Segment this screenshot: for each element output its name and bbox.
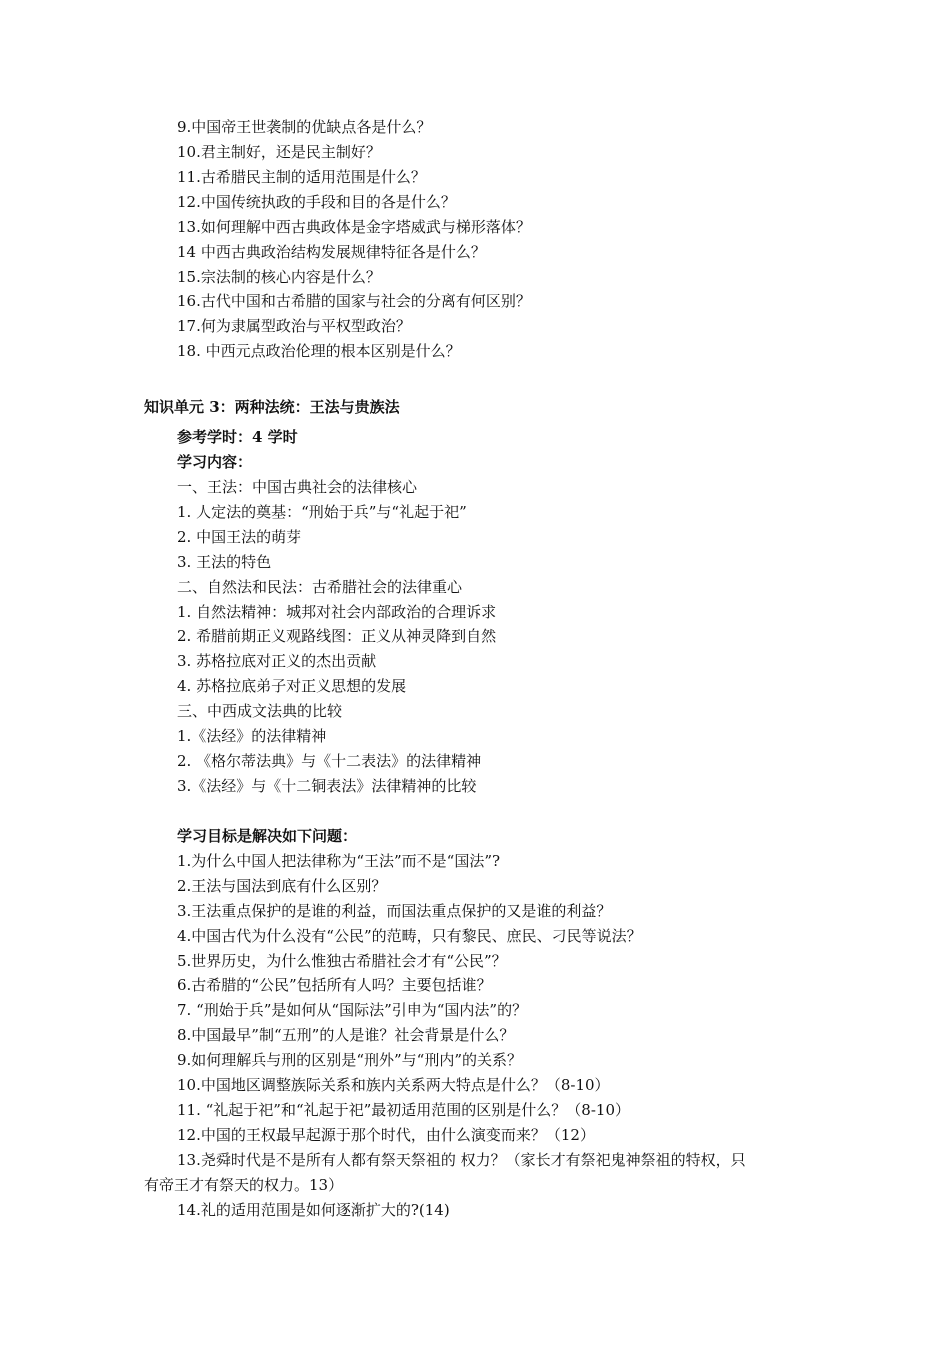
goal-item: 1.为什么中国人把法律称为“王法”而不是“国法”? [177, 852, 501, 870]
content-item: 2. 希腊前期正义观路线图：正义从神灵降到自然 [177, 627, 497, 645]
question-item: 16.古代中国和古希腊的国家与社会的分离有何区别？ [177, 292, 531, 310]
goal-item: 8.中国最早”制“五刑”的人是谁？社会背景是什么？ [177, 1026, 515, 1044]
goal-item: 7. “刑始于兵”是如何从“国际法”引申为“国内法”的？ [177, 1001, 528, 1019]
question-item: 9.中国帝王世袭制的优缺点各是什么？ [177, 118, 432, 136]
question-item: 17.何为隶属型政治与平权型政治？ [177, 317, 411, 335]
question-item: 15.宗法制的核心内容是什么？ [177, 268, 381, 286]
goal-item: 2.王法与国法到底有什么区别？ [177, 877, 387, 895]
content-item: 1. 人定法的奠基：“刑始于兵”与“礼起于祀” [177, 503, 467, 521]
goal-item: 10.中国地区调整族际关系和族内关系两大特点是什么？（8-10） [177, 1076, 610, 1094]
goal-item-continuation: 有帝王才有祭天的权力。13） [144, 1176, 344, 1194]
question-item: 12.中国传统执政的手段和目的各是什么？ [177, 193, 456, 211]
goal-item: 14.礼的适用范围是如何逐渐扩大的?(14) [177, 1201, 450, 1219]
question-item: 13.如何理解中西古典政体是金字塔威武与梯形落体？ [177, 218, 531, 236]
question-item: 18. 中西元点政治伦理的根本区别是什么？ [177, 342, 461, 360]
content-item: 2. 中国王法的萌芽 [177, 528, 302, 546]
content-item: 4. 苏格拉底弟子对正义思想的发展 [177, 677, 407, 695]
content-item: 一、王法：中国古典社会的法律核心 [177, 478, 418, 496]
goals-heading: 学习目标是解决如下问题： [177, 827, 358, 845]
content-item: 2. 《格尔蒂法典》与《十二表法》的法律精神 [177, 752, 482, 770]
content-item: 三、中西成文法典的比较 [177, 702, 343, 720]
question-item: 10.君主制好，还是民主制好？ [177, 143, 381, 161]
goal-item: 5.世界历史，为什么惟独古希腊社会才有“公民”？ [177, 952, 507, 970]
content-heading: 学习内容： [177, 453, 253, 471]
content-item: 1.《法经》的法律精神 [177, 727, 327, 745]
goal-item: 11. “礼起于祀”和“礼起于祀”最初适用范围的区别是什么？（8-10） [177, 1101, 630, 1119]
goal-item: 3.王法重点保护的是谁的利益，而国法重点保护的又是谁的利益？ [177, 902, 612, 920]
content-item: 3. 王法的特色 [177, 553, 272, 571]
content-item: 二、自然法和民法：古希腊社会的法律重心 [177, 578, 463, 596]
question-item: 14 中西古典政治结构发展规律特征各是什么？ [177, 243, 486, 261]
unit-hours: 参考学时：4 学时 [177, 428, 298, 446]
content-item: 1. 自然法精神：城邦对社会内部政治的合理诉求 [177, 603, 497, 621]
goal-item: 4.中国古代为什么没有“公民”的范畴，只有黎民、庶民、刁民等说法？ [177, 927, 642, 945]
goal-item: 12.中国的王权最早起源于那个时代，由什么演变而来？（12） [177, 1126, 595, 1144]
goal-item: 13.尧舜时代是不是所有人都有祭天祭祖的 权力？（家长才有祭祀鬼神祭祖的特权，只 [177, 1151, 746, 1169]
goal-item: 6.古希腊的“公民”包括所有人吗？主要包括谁？ [177, 976, 492, 994]
content-item: 3.《法经》与《十二铜表法》法律精神的比较 [177, 777, 477, 795]
unit-title: 知识单元 3：两种法统：王法与贵族法 [144, 398, 400, 416]
goal-item: 9.如何理解兵与刑的区别是“刑外”与“刑内”的关系？ [177, 1051, 522, 1069]
content-item: 3. 苏格拉底对正义的杰出贡献 [177, 652, 377, 670]
question-item: 11.古希腊民主制的适用范围是什么？ [177, 168, 426, 186]
